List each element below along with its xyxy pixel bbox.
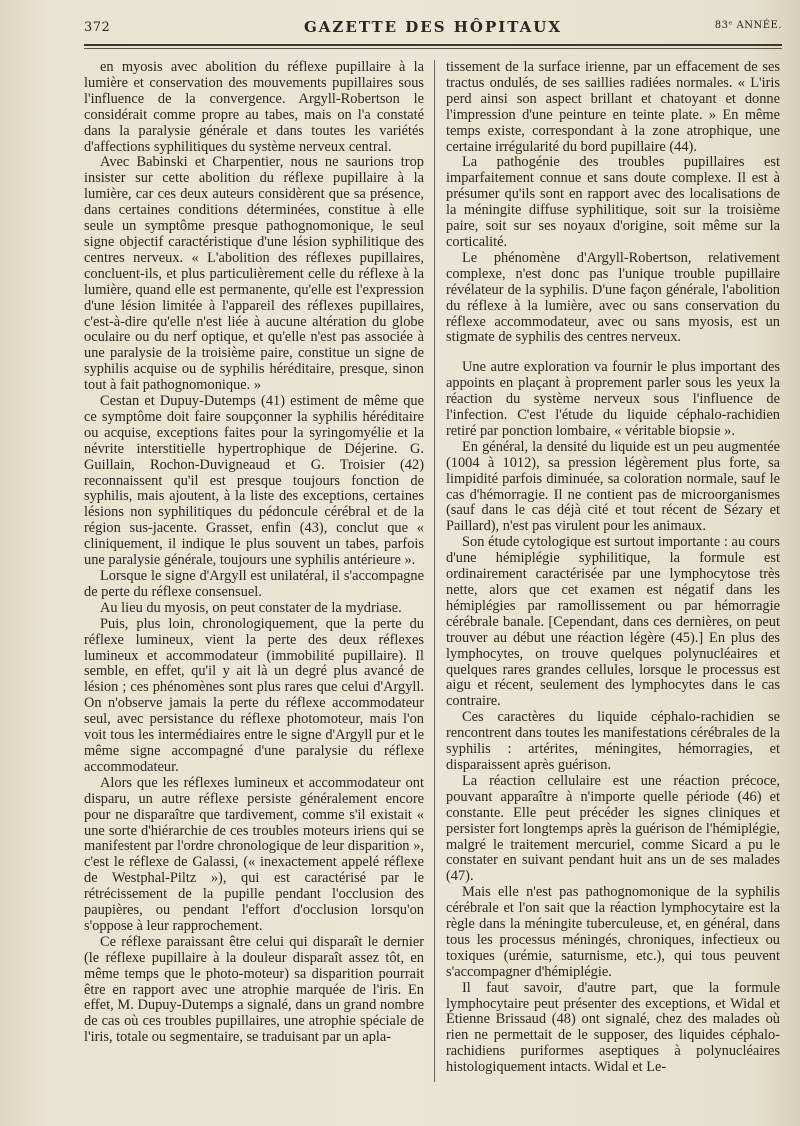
right-paragraph: En général, la densité du liquide est un peu augmentée (1004 à 1012), sa pression légèrement plus forte, sa limpidité parfois diminuée, sa coloration normale, sauf le cas d'hémorragie. Il ne contient pas de microorganismes (sauf dans le cas déjà cité et tout récent de Sézary et Paillard), n'est pas virulent pour les animaux. <box>446 438 780 535</box>
left-column <box>84 60 424 1046</box>
page-header <box>84 18 782 40</box>
page-number: 372 <box>84 20 111 35</box>
right-paragraph: La réaction cellulaire est une réaction précoce, pouvant apparaître à n'importe quelle période (46) et constante. Elle peut précéder les signes cliniques et persister fort longtemps après la guérison de l'hémiplégie, malgré le traitement mercuriel, comme Sicard a pu le constater en suivant pendant huit ans un de ses malades (47). <box>446 772 780 885</box>
left-paragraph: Au lieu du myosis, on peut constater de la mydriase. <box>100 599 402 616</box>
left-paragraph: Puis, plus loin, chronologiquement, que la perte du réflexe lumineux, vient la perte des deux réflexes lumineux et accommodateur (immobilité pupillaire). Il semble, en effet, qu'il y ait là un degré plus avancé de lésion ; ces phénomènes sont plus rares que celui d'Argyll. On n'observe jamais la perte du réflexe accommodateur seul, avec persistance du réflexe photomoteur, mais l'on voit tous les intermédiaires entre le signe d'Argyll pur et le même signe accompagné d'une paralysie du réflexe accommodateur. <box>84 615 424 775</box>
left-paragraph: Avec Babinski et Charpentier, nous ne saurions trop insister sur cette abolition du réflexe pupillaire à la lumière, car ces deux auteurs considèrent que sa présence, dans certaines conditions déterminées, constitue à elle seule un symptôme presque pathognomonique, le seul signe objectif caractéristique d'une lésion syphilitique des centres nerveux. « L'abolition des réflexes pupillaires, concluent-ils, et plus particulièrement celle du réflexe à la lumière, quand elle est permanente, qu'elle est l'expression d'une lésion limitée à l'appareil des réflexes pupillaires, c'est-à-dire qu'elle n'est liée à aucune altération du globe oculaire ou du nerf optique, et qu'elle n'est pas associée à une paralysie de la troisième paire, constitue un signe de syphilis acquise ou de syphilis héréditaire, presque, sinon tout à fait pathognomonique. » <box>84 154 424 394</box>
column-divider <box>434 60 435 1082</box>
right-paragraph: tissement de la surface irienne, par un effacement de ses tractus ondulés, de ses saillies radiées normales. « L'iris perd ainsi son aspect brillant et chatoyant et donne l'impression d'une peinture en teinte plate. » En même temps existe, correspondant à la zone atrophique, une certaine irrégularité du bord pupillaire (44). <box>446 59 780 155</box>
journal-title: GAZETTE DES HÔPITAUX <box>303 18 562 36</box>
right-paragraph: La pathogénie des troubles pupillaires est imparfaitement connue et sans doute complexe. Il est à présumer qu'ils sont en rapport avec des localisations de la méningite diffuse syphilitique, soit sur la troisième paire, soit sur ses noyaux d'origine, soit même sur la corticalité. <box>446 154 780 250</box>
right-paragraph: Son étude cytologique est surtout importante : au cours d'une hémiplégie syphilitique, la formule est ordinairement caractérisée par une lymphocytose très nette, alors que cet examen est négatif dans les hémiplégies par ramollissement ou par hémorragie cérébrale banale. [Cependant, dans ces dernières, on peut trouver au début une réaction légère (45).] En plus des lymphocytes, on trouve quelques polynucléaires et quelques rares grandes cellules, lorsque le processus est aigu et récent, seulement des lymphocytes dans le cas contraire. <box>446 534 780 710</box>
right-paragraph: Le phénomène d'Argyll-Robertson, relativement complexe, n'est donc pas l'unique trouble pupillaire révélateur de la syphilis. D'une façon générale, l'abolition du réflexe à la lumière, avec ou sans conservation du réflexe accommodateur, avec ou sans myosis, est un stigmate de syphilis des centres nerveux. <box>446 249 780 346</box>
left-paragraph: Lorsque le signe d'Argyll est unilatéral, il s'accompagne de perte du réflexe consensuel. <box>84 568 424 600</box>
left-paragraph: en myosis avec abolition du réflexe pupillaire à la lumière et conservation des mouvements pupillaires sous l'influence de la convergence. Argyll-Robertson le considérait comme propre au tabes, mais on l'a constaté dans la paralysie générale et dans toutes les variétés d'affections syphilitiques du système nerveux central. <box>84 59 424 155</box>
left-paragraph: Cestan et Dupuy-Dutemps (41) estiment de même que ce symptôme doit faire soupçonner la syphilis héréditaire ou acquise, exceptions faites pour la syringomyélie et la névrite interstitielle hypertrophique de Déjerine. G. Guillain, Rochon-Duvigneaud et G. Troisier (42) reconnaissent qu'il est presque toujours fonction de syphilis, mais ajoutent, à la liste des exceptions, certaines lésions non syphilitiques du pédoncule cérébral et de la région sus-jacente. Grasset, enfin (43), conclut que « cliniquement, il indique le plus souvent un tabes, parfois une paralysie générale, toujours une syphilis antérieure ». <box>84 393 424 569</box>
right-column <box>446 60 780 1076</box>
right-paragraph: Ces caractères du liquide céphalo-rachidien se rencontrent dans toutes les manifestations cérébrales de la syphilis : artérites, méningites, hémorragies, et disparaissent après guérison. <box>446 709 780 773</box>
right-paragraph: Une autre exploration va fournir le plus important des appoints en plaçant à proprement parler sous les yeux la réaction du système nerveux sous l'influence de l'infection. C'est l'étude du liquide céphalo-rachidien retiré par ponction lombaire, « véritable biopsie ». <box>446 359 780 439</box>
right-paragraph: Il faut savoir, d'autre part, que la formule lymphocytaire peut présenter des exceptions, et Widal et Étienne Brissaud (48) ont signalé, chez des malades où rien ne permettait de le supposer, des liquides céphalo-rachidiens puriformes aseptiques à polynucléaires histologiquement intacts. Widal et Le- <box>446 979 780 1076</box>
left-paragraph: Alors que les réflexes lumineux et accommodateur ont disparu, un autre réflexe persiste généralement encore pour ne disparaître que tardivement, comme s'il existait « une sorte d'hiérarchie de ces troubles moteurs iriens qui se manifestent par l'ordre chronologique de leur disparition », c'est le réflexe de Galassi, (« inexactement appelé réflexe de Westphal-Piltz »), qui est caractérisé par le rétrécissement de la pupille pendant l'occlusion des paupières, ou pendant l'effort d'occlusion lorsqu'on s'oppose à leur rapprochement. <box>84 774 424 934</box>
left-paragraph: Ce réflexe paraissant être celui qui disparaît le dernier (le réflexe pupillaire à la douleur disparaît assez tôt, en même temps que le photo-moteur) sa disparition pourrait être en rapport avec une atrophie marquée de l'iris. En effet, M. Dupuy-Dutemps a signalé, dans un grand nombre de cas où ces troubles pupillaires, une atrophie spéciale de l'iris, totale ou segmentaire, se traduisant par un apla- <box>84 933 424 1046</box>
header-rule-thin <box>84 48 782 49</box>
right-paragraph: Mais elle n'est pas pathognomonique de la syphilis cérébrale et l'on sait que la réaction lymphocytaire est la règle dans la méningite tuberculeuse, et, en général, dans tous les processus méningés, chroniques, infectieux ou toxiques (urémie, saturnisme, etc.), qui tous peuvent s'accompagner d'hémiplégie. <box>446 884 780 980</box>
header-rule-thick <box>84 44 782 46</box>
issue-label: 83ᵉ ANNÉE. <box>714 20 782 31</box>
